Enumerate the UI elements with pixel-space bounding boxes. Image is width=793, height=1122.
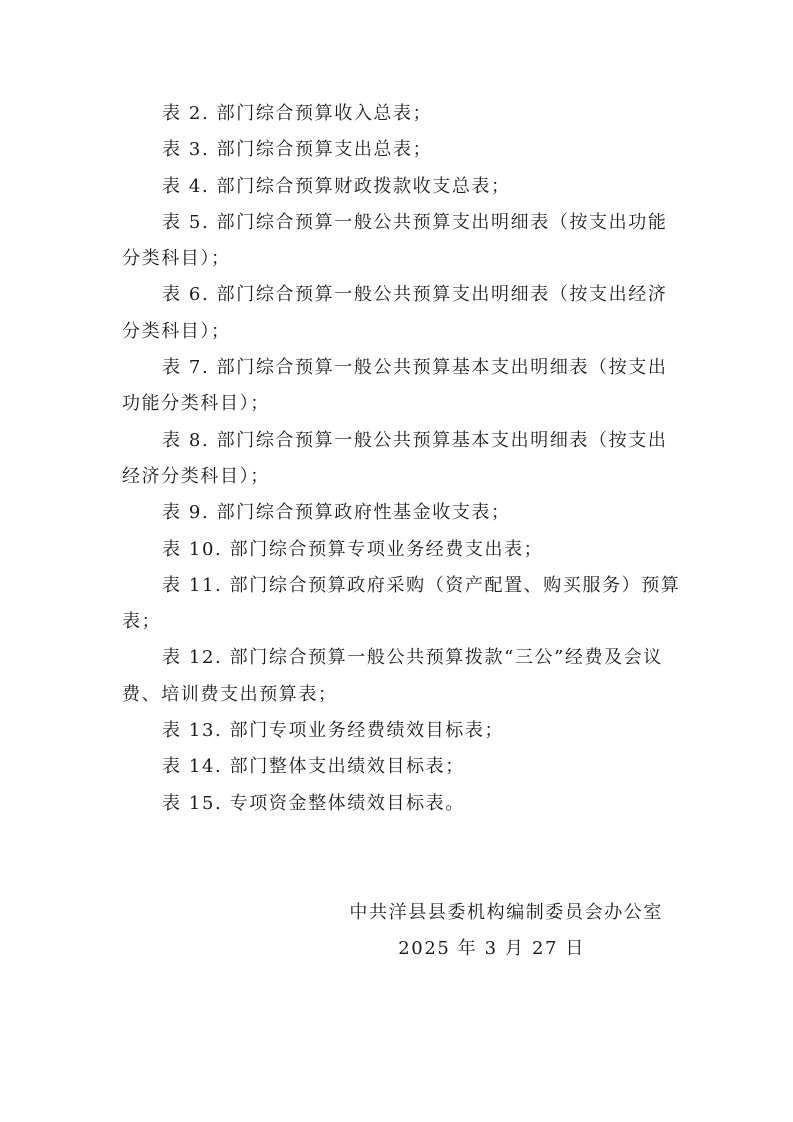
list-item: 表 11. 部门综合预算政府采购（资产配置、购买服务）预算表； (122, 574, 681, 633)
list-item: 表 5. 部门综合预算一般公共预算支出明细表（按支出功能分类科目）； (122, 211, 668, 270)
list-item: 表 3. 部门综合预算支出总表； (162, 139, 433, 161)
list-item: 表 15. 专项资金整体绩效目标表。 (162, 792, 465, 814)
list-item: 表 2. 部门综合预算收入总表； (162, 103, 433, 124)
issuing-organization: 中共洋县县委机构编制委员会办公室 (349, 902, 663, 923)
list-item: 表 9. 部门综合预算政府性基金收支表； (162, 502, 511, 524)
list-item: 表 6. 部门综合预算一般公共预算支出明细表（按支出经济分类科目）； (122, 284, 668, 342)
issue-date: 2025 年 3 月 27 日 (398, 938, 585, 959)
table-list (122, 96, 682, 822)
list-item: 表 7. 部门综合预算一般公共预算基本支出明细表（按支出功能分类科目）； (122, 357, 668, 415)
list-item: 表 13. 部门专项业务经费绩效目标表； (162, 720, 505, 742)
signature-block (349, 895, 663, 967)
list-item: 表 14. 部门整体支出绩效目标表； (162, 756, 465, 778)
list-item: 表 4. 部门综合预算财政拨款收支总表； (162, 175, 511, 197)
list-item: 表 10. 部门综合预算专项业务经费支出表； (162, 538, 544, 560)
list-item: 表 12. 部门综合预算一般公共预算拨款“三公”经费及会议费、培训费支出预算表； (122, 647, 663, 705)
list-item: 表 8. 部门综合预算一般公共预算基本支出明细表（按支出经济分类科目）； (122, 429, 668, 487)
